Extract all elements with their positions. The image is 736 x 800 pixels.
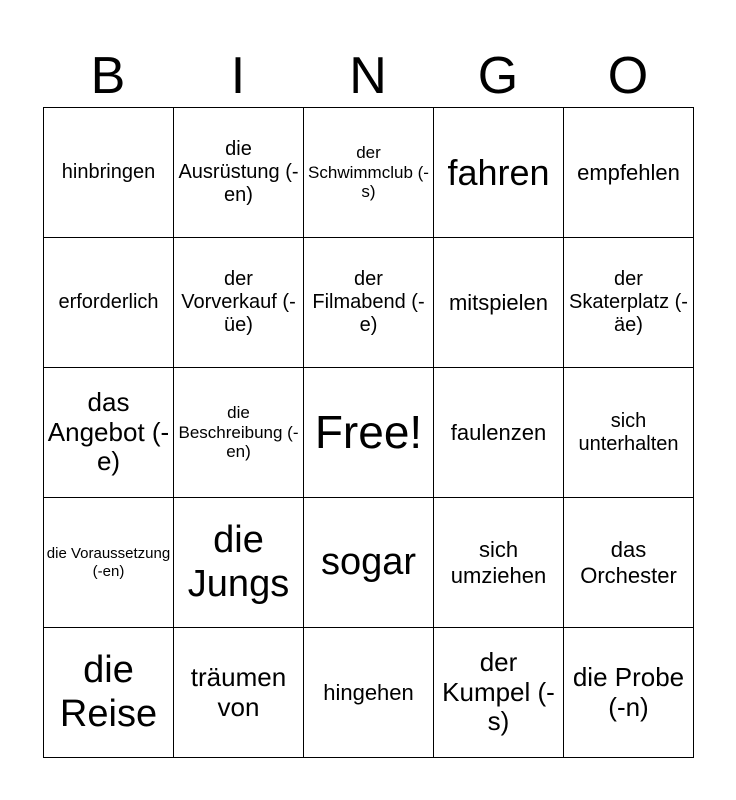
bingo-header (43, 44, 693, 108)
bingo-cell[interactable]: sich unterhalten (564, 368, 694, 498)
header-letter-b: B (90, 47, 126, 105)
free-cell[interactable]: Free! (304, 368, 434, 498)
grid-row-5 (44, 628, 694, 758)
header-letter-i: I (230, 47, 246, 105)
grid-row-3 (44, 368, 694, 498)
bingo-grid (43, 107, 694, 758)
bingo-cell[interactable]: faulenzen (434, 368, 564, 498)
bingo-cell[interactable]: die Jungs (174, 498, 304, 628)
bingo-cell[interactable]: der Vorverkauf (-üe) (174, 238, 304, 368)
bingo-cell[interactable]: die Reise (44, 628, 174, 758)
bingo-cell[interactable]: die Voraussetzung (-en) (44, 498, 174, 628)
bingo-cell[interactable]: die Ausrüstung (-en) (174, 108, 304, 238)
bingo-cell[interactable]: erforderlich (44, 238, 174, 368)
grid-row-1 (44, 108, 694, 238)
bingo-cell[interactable]: empfehlen (564, 108, 694, 238)
bingo-cell[interactable]: der Filmabend (-e) (304, 238, 434, 368)
bingo-cell[interactable]: sich umziehen (434, 498, 564, 628)
bingo-cell[interactable]: der Kumpel (-s) (434, 628, 564, 758)
header-letter-o: O (607, 47, 649, 105)
header-letter-g: G (477, 47, 519, 105)
bingo-cell[interactable]: der Skaterplatz (-äe) (564, 238, 694, 368)
bingo-cell[interactable]: sogar (304, 498, 434, 628)
bingo-cell[interactable]: das Orchester (564, 498, 694, 628)
grid-row-2 (44, 238, 694, 368)
bingo-cell[interactable]: mitspielen (434, 238, 564, 368)
bingo-cell[interactable]: träumen von (174, 628, 304, 758)
bingo-cell[interactable]: hinbringen (44, 108, 174, 238)
grid-row-4 (44, 498, 694, 628)
bingo-cell[interactable]: das Angebot (-e) (44, 368, 174, 498)
bingo-cell[interactable]: der Schwimmclub (-s) (304, 108, 434, 238)
bingo-cell[interactable]: fahren (434, 108, 564, 238)
bingo-cell[interactable]: die Probe (-n) (564, 628, 694, 758)
bingo-cell[interactable]: die Beschreibung (-en) (174, 368, 304, 498)
bingo-cell[interactable]: hingehen (304, 628, 434, 758)
header-letter-n: N (349, 47, 387, 105)
